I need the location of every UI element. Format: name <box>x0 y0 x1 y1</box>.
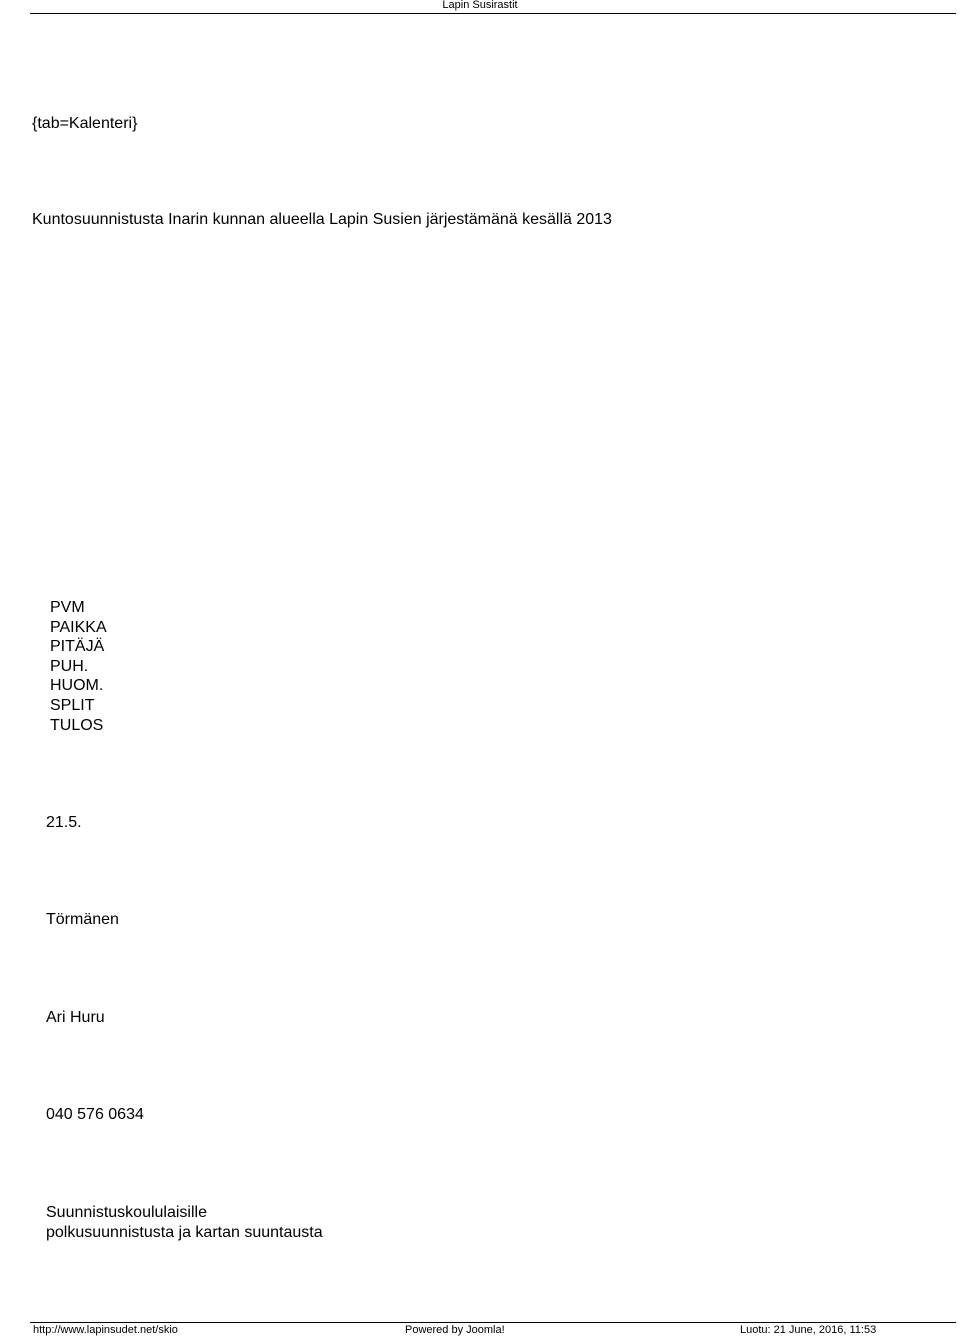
header-divider <box>30 13 956 14</box>
event-date: 21.5. <box>46 814 82 831</box>
label-paikka: PAIKKA <box>50 618 107 636</box>
footer-powered-by: Powered by Joomla! <box>405 1324 505 1336</box>
label-tulos: TULOS <box>50 716 104 734</box>
event-note-line-2: polkusuunnistusta ja kartan suuntausta <box>46 1223 323 1241</box>
label-split: SPLIT <box>50 696 95 714</box>
intro-text: Kuntosuunnistusta Inarin kunnan alueella Lapin Susien järjestämänä kesällä 2013 <box>32 211 612 228</box>
footer-url: http://www.lapinsudet.net/skio <box>33 1324 178 1336</box>
label-puh: PUH. <box>50 657 89 675</box>
event-phone: 040 576 0634 <box>46 1106 144 1123</box>
label-pitaja: PITÄJÄ <box>50 638 105 656</box>
label-pvm: PVM <box>50 599 85 616</box>
tab-marker-text: {tab=Kalenteri} <box>32 115 138 132</box>
column-labels <box>50 598 107 735</box>
event-place: Törmänen <box>46 911 119 928</box>
event-note <box>46 1203 323 1242</box>
event-organizer: Ari Huru <box>46 1009 105 1026</box>
footer-created-date: Luotu: 21 June, 2016, 11:53 <box>740 1324 877 1336</box>
page-header-title: Lapin Susirastit <box>442 0 518 11</box>
footer-divider <box>30 1322 956 1323</box>
event-note-line-1: Suunnistuskoululaisille <box>46 1204 207 1221</box>
label-huom: HUOM. <box>50 677 104 695</box>
